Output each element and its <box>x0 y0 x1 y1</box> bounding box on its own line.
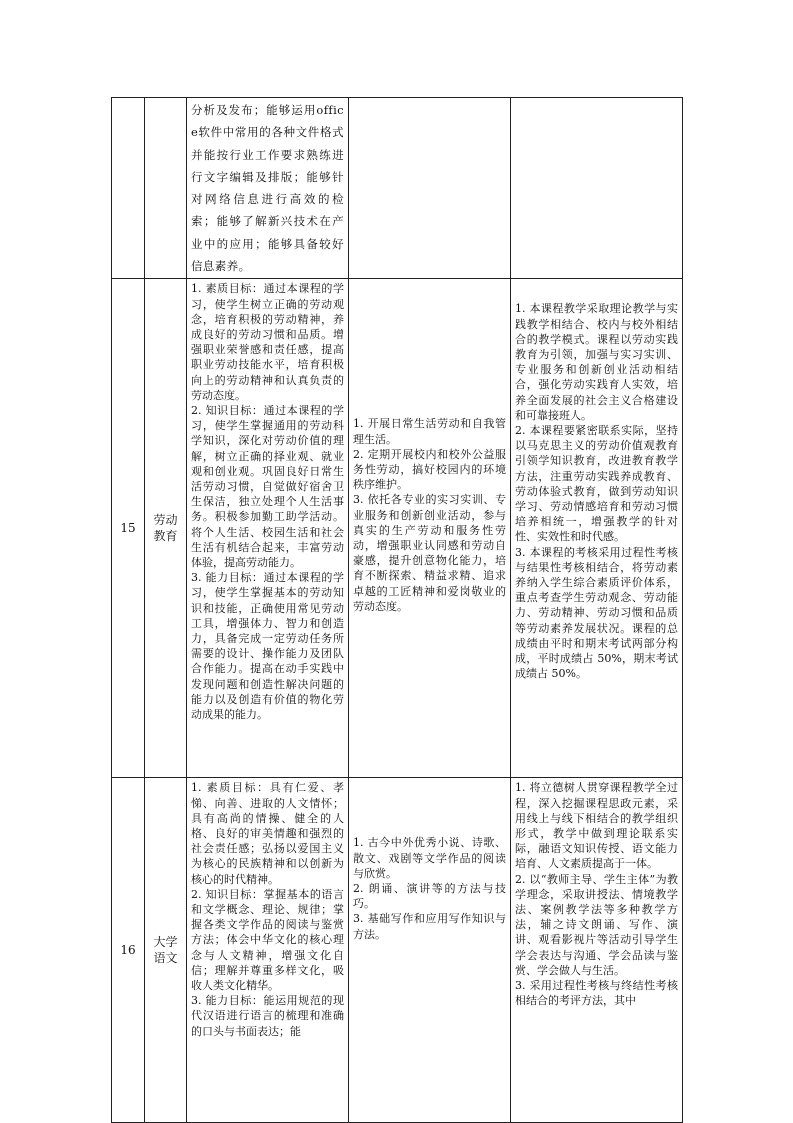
content-item: 1. 开展日常生活劳动和自我管理生活。 <box>353 417 506 446</box>
objective-item: 3. 能力目标：通过本课程的学习，使学生掌握基本的劳动知识和技能，正确使用常见劳动工具，增强体力、智力和创造力，具备完成一定劳动任务所需要的设计、操作能力及团队合作能力。提高在动手实践中发现问题和创造性解决问题的能力以及创造有价值的物化劳动成果的能力。 <box>191 571 344 722</box>
table-row <box>112 279 683 778</box>
course-number-cell <box>112 98 145 279</box>
course-objectives-cell <box>187 778 349 1123</box>
content-item: 3. 基础写作和应用写作知识与方法。 <box>353 912 506 941</box>
objective-item: 2. 知识目标：通过本课程的学习，使学生掌握通用的劳动科学知识，深化对劳动价值的理解，树立正确的择业观、就业观和创业观。巩固良好日常生活劳动习惯，自觉做好宿舍卫生保洁，独立处理个人生活事务。积极参加勤工助学活动。将个人生活、校园生活和社会生活有机结合起来，丰富劳动体验，提高劳动能力。 <box>191 404 344 570</box>
table-row <box>112 98 683 279</box>
content-item: 3. 依托各专业的实习实训、专业服务和创新创业活动，参与真实的生产劳动和服务性劳动，增强职业认同感和劳动自豪感，提升创意物化能力，培育不断探索、精益求精、追求卓越的工匠精神和爱岗敬业的劳动态度。 <box>353 493 506 613</box>
teaching-requirements-cell <box>511 279 683 778</box>
teaching-requirements-cell <box>511 98 683 279</box>
objective-item: 1. 素质目标：具有仁爱、孝悌、向善、进取的人文情怀；具有高尚的情操、健全的人格、良好的审美情趣和强烈的社会责任感；弘扬以爱国主义为核心的民族精神和以创新为核心的时代精神。 <box>191 781 344 886</box>
course-objectives-cell <box>187 98 349 279</box>
course-number-cell: 16 <box>112 778 145 1123</box>
requirement-item: 2. 本课程要紧密联系实际，坚持以马克思主义的劳动价值观教育引领学知识教育，改进教育教学方法，注重劳动实践养成教育、劳动体验式教育，做到劳动知识学习、劳动情感培育和劳动习惯培养相统一，增强教学的针对性、实效性和时代感。 <box>515 424 678 544</box>
course-content-cell <box>349 98 511 279</box>
objective-item: 1. 素质目标：通过本课程的学习，使学生树立正确的劳动观念，培育积极的劳动精神，养成良好的劳动习惯和品质。增强职业荣誉感和责任感，提高职业劳动技能水平，培育积极向上的劳动精神和认真负责的劳动态度。 <box>191 282 344 402</box>
course-content-cell <box>349 778 511 1123</box>
requirement-item: 2. 以“教师主导、学生主体”为教学理念，采取讲授法、情境教学法、案例教学法等多种教学方法，辅之诗文朗诵、写作、演讲、观看影视片等活动引导学生学会表达与沟通、学会品读与鉴赏、学会做人与生活。 <box>515 872 678 977</box>
requirement-item: 3. 本课程的考核采用过程性考核与结果性考核相结合，将劳动素养纳入学生综合素质评价体系，重点考查学生劳动观念、劳动能力、劳动精神、劳动习惯和品质等劳动素养发展状况。课程的总成绩由平时和期末考试两部分构成，平时成绩占 50%，期末考试成绩占 50%。 <box>515 545 678 681</box>
curriculum-table <box>111 97 683 1123</box>
requirement-item: 3. 采用过程性考核与终结性考核相结合的考评方法，其中 <box>515 979 678 1008</box>
objectives-text: 分析及发布；能够运用office软件中常用的各种文件格式并能按行业工作要求熟练进行文字编辑及排版；能够针对网络信息进行高效的检索；能够了解新兴技术在产业中的应用；能够具备较好信息素养。 <box>191 103 344 274</box>
content-item: 2. 朗诵、演讲等的方法与技巧。 <box>353 881 506 911</box>
content-item: 2. 定期开展校内和校外公益服务性劳动，搞好校园内的环境秩序维护。 <box>353 447 506 492</box>
objective-item: 2. 知识目标：掌握基本的语言和文学概念、理论、规律；掌握各类文学作品的阅读与鉴赏方法；体会中华文化的核心理念与人文精神，增强文化自信；理解并尊重多样文化，吸收人类文化精华。 <box>191 887 344 993</box>
objective-item: 3. 能力目标：能运用规范的现代汉语进行语言的梳理和准确的口头与书面表达；能 <box>191 994 344 1038</box>
course-name-cell <box>145 98 187 279</box>
course-content-cell <box>349 279 511 778</box>
course-objectives-cell <box>187 279 349 778</box>
teaching-requirements-cell <box>511 778 683 1123</box>
course-name-cell: 大学语文 <box>145 778 187 1123</box>
course-name-cell: 劳动教育 <box>145 279 187 778</box>
course-number-cell: 15 <box>112 279 145 778</box>
content-item: 1. 古今中外优秀小说、诗歌、散文、戏剧等文学作品的阅读与欣赏。 <box>353 836 506 880</box>
requirement-item: 1. 将立德树人贯穿课程教学全过程，深入挖掘课程思政元素，采用线上与线下相结合的教学组织形式，教学中做到理论联系实际，融语文知识传授、语文能力培育、人文素质提高于一体。 <box>515 781 678 871</box>
table-row <box>112 778 683 1123</box>
requirement-item: 1. 本课程教学采取理论教学与实践教学相结合、校内与校外相结合的教学模式。课程以劳动实践教育为引领，加强与实习实训、专业服务和创新创业活动相结合，强化劳动实践育人实效，培养全面发展的社会主义合格建设和可靠接班人。 <box>515 302 678 422</box>
